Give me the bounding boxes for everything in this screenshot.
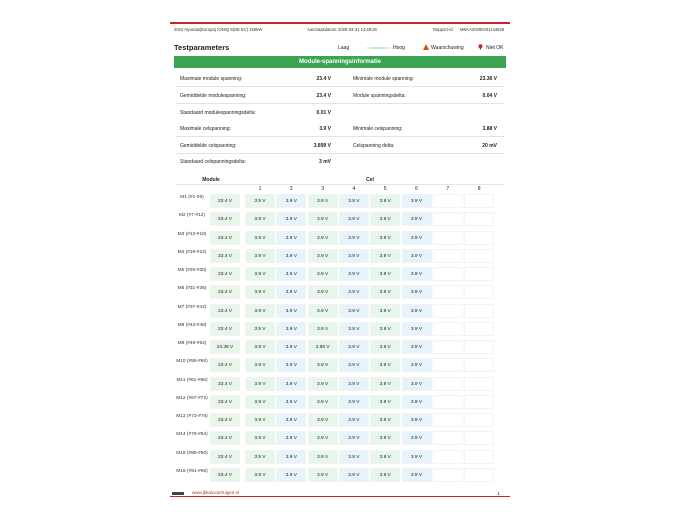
cell-voltage: 3.9 V [402, 285, 432, 299]
cell-voltage: 3.9 V [245, 413, 275, 427]
cell-voltage: 3.9 V [308, 249, 338, 263]
empty-cell [464, 377, 494, 391]
cell-voltage: 3.9 V [370, 395, 400, 409]
cell-voltage: 3.9 V [370, 249, 400, 263]
module-total-voltage: 23.4 V [210, 249, 240, 263]
column-number: 6 [415, 186, 418, 192]
module-total-voltage: 23.4 V [210, 377, 240, 391]
footer-rule [170, 496, 510, 497]
module-label: M1 (#1-#6) [180, 195, 204, 200]
cell-voltage: 3.9 V [339, 304, 369, 318]
cell-voltage: 3.9 V [370, 322, 400, 336]
module-total-voltage: 23.38 V [210, 340, 240, 354]
module-column-header: Module [202, 177, 220, 183]
cell-voltage: 3.9 V [402, 304, 432, 318]
cell-voltage: 3.9 V [245, 267, 275, 281]
module-label: M13 (#73-#78) [176, 414, 208, 419]
column-number: 3 [321, 186, 324, 192]
page-number: 1 [497, 491, 500, 496]
empty-cell [433, 267, 463, 281]
cell-voltage: 3.9 V [276, 212, 306, 226]
module-label: M7 (#37-#42) [177, 304, 207, 310]
empty-cell [433, 322, 463, 336]
column-number: 1 [258, 186, 262, 192]
cell-voltage: 3.9 V [308, 450, 338, 464]
cell-voltage: 3.9 V [245, 395, 275, 409]
cell-voltage: 3.9 V [339, 194, 369, 208]
stat-value: 3.899 V [313, 143, 331, 149]
cell-voltage: 3.9 V [402, 267, 432, 281]
cell-voltage: 3.9 V [245, 212, 275, 226]
cell-voltage: 3.9 V [370, 358, 400, 372]
cell-voltage: 3.9 V [339, 212, 369, 226]
stat-value: 20 mV [482, 143, 497, 149]
empty-cell [433, 377, 463, 391]
empty-cell [433, 304, 463, 318]
cell-voltage: 3.9 V [308, 322, 338, 336]
module-total-voltage: 23.4 V [210, 267, 240, 281]
divider [176, 103, 504, 104]
cell-voltage: 3.9 V [339, 322, 369, 336]
empty-cell [464, 267, 494, 281]
fail-icon [478, 44, 483, 50]
cell-voltage: 3.9 V [402, 358, 432, 372]
cell-voltage: 3.9 V [339, 468, 369, 482]
empty-cell [433, 249, 463, 263]
cell-voltage: 3.9 V [276, 395, 306, 409]
empty-cell [433, 194, 463, 208]
stat-label: Minimale module spanning: [353, 76, 414, 82]
module-voltage-banner: Module-spanningsinformatie [174, 56, 506, 68]
header-divider [176, 184, 504, 185]
cell-voltage: 3.9 V [339, 450, 369, 464]
cell-voltage: 3.9 V [276, 358, 306, 372]
column-number: 4 [352, 186, 356, 192]
cell-voltage: 3.9 V [339, 340, 369, 354]
cell-voltage: 3.9 V [308, 395, 338, 409]
empty-cell [464, 231, 494, 245]
cell-voltage: 3.9 V [245, 285, 275, 299]
empty-cell [464, 212, 494, 226]
empty-cell [464, 468, 494, 482]
cell-voltage: 3.9 V [308, 285, 338, 299]
module-total-voltage: 23.4 V [210, 285, 240, 299]
empty-cell [464, 413, 494, 427]
cell-voltage: 3.9 V [402, 340, 432, 354]
empty-cell [433, 340, 463, 354]
module-label: M3 (#13-#18) [177, 231, 207, 237]
cell-voltage: 3.9 V [402, 413, 432, 427]
module-total-voltage: 23.4 V [210, 231, 240, 245]
stat-value: 3 mV [319, 159, 331, 165]
stat-value: 0.04 V [482, 93, 497, 99]
cell-column-header: Cel [366, 177, 374, 183]
stat-label: Gemiddelde celspanning: [180, 143, 237, 149]
column-number: 2 [289, 186, 293, 192]
cell-voltage: 3.9 V [276, 304, 306, 318]
report-page [170, 22, 510, 504]
top-rule [170, 22, 510, 24]
stat-label: Standaard modulespanningsdelta: [180, 110, 256, 116]
cell-voltage: 3.9 V [402, 194, 432, 208]
cell-voltage: 3.9 V [370, 194, 400, 208]
cell-voltage: 3.9 V [308, 468, 338, 482]
cell-voltage: 3.9 V [245, 340, 275, 354]
module-label: M12 (#67-#72) [176, 395, 208, 401]
empty-cell [464, 194, 494, 208]
cell-voltage: 3.9 V [245, 450, 275, 464]
cell-voltage: 3.9 V [402, 468, 432, 482]
cell-voltage: 3.9 V [370, 212, 400, 226]
cell-voltage: 3.9 V [370, 340, 400, 354]
module-total-voltage: 23.4 V [210, 212, 240, 226]
stat-value: 3.9 V [319, 126, 331, 132]
empty-cell [464, 249, 494, 263]
module-total-voltage: 23.4 V [210, 304, 240, 318]
cell-voltage: 3.9 V [245, 377, 275, 391]
column-number: 8 [477, 186, 481, 192]
module-label: M6 (#31-#36) [177, 286, 207, 292]
empty-cell [464, 431, 494, 445]
cell-voltage: 3.9 V [276, 450, 306, 464]
stat-label: Celspanning delta: [353, 143, 395, 149]
cell-voltage: 3.9 V [308, 358, 338, 372]
empty-cell [433, 231, 463, 245]
cell-voltage: 3.9 V [370, 304, 400, 318]
stat-value: 23.36 V [479, 76, 497, 82]
empty-cell [464, 304, 494, 318]
empty-cell [433, 212, 463, 226]
cell-voltage: 3.9 V [339, 377, 369, 391]
module-label: M4 (#19-#24) [177, 249, 207, 255]
cell-voltage: 3.9 V [370, 431, 400, 445]
divider [176, 153, 504, 154]
cell-voltage: 3.9 V [276, 322, 306, 336]
module-total-voltage: 23.4 V [210, 413, 240, 427]
cell-voltage: 3.9 V [308, 431, 338, 445]
cell-voltage: 3.9 V [339, 431, 369, 445]
stat-value: 23.4 V [316, 93, 331, 99]
divider [176, 136, 504, 137]
stat-value: 0.01 V [316, 110, 331, 116]
cell-voltage: 3.9 V [370, 468, 400, 482]
footer-logo [172, 492, 184, 495]
cell-voltage: 3.9 V [370, 285, 400, 299]
empty-cell [464, 285, 494, 299]
module-label: M8 (#43-#48) [177, 322, 207, 328]
section-title: Testparameters [174, 43, 230, 52]
legend-high: Hoog [393, 45, 405, 51]
module-total-voltage: 23.4 V [210, 450, 240, 464]
cell-voltage: 3.9 V [402, 249, 432, 263]
empty-cell [433, 468, 463, 482]
empty-cell [433, 395, 463, 409]
cell-voltage: 3.9 V [339, 231, 369, 245]
stat-label: Minimale celspanning: [353, 126, 403, 132]
cell-voltage: 3.9 V [245, 358, 275, 372]
cell-voltage: 3.9 V [402, 395, 432, 409]
cell-voltage: 3.9 V [339, 267, 369, 281]
legend-low: Laag [338, 45, 350, 51]
cell-voltage: 3.9 V [308, 304, 338, 318]
cell-voltage: 3.9 V [339, 413, 369, 427]
stat-label: Maximale module spanning: [180, 76, 243, 82]
stat-value: 23.4 V [316, 76, 331, 82]
cell-voltage: 3.9 V [276, 194, 306, 208]
cell-voltage: 3.9 V [370, 267, 400, 281]
cell-voltage: 3.9 V [245, 431, 275, 445]
report-label: Rapport-id: [433, 27, 454, 32]
column-number: 5 [383, 186, 387, 192]
cell-voltage: 3.9 V [370, 450, 400, 464]
cell-voltage: 3.9 V [402, 431, 432, 445]
cell-voltage: 3.9 V [370, 413, 400, 427]
module-label: M15 (#85-#90) [176, 450, 208, 456]
cell-voltage: 3.9 V [402, 231, 432, 245]
stat-value: 3.88 V [482, 126, 497, 132]
cell-voltage: 3.9 V [308, 231, 338, 245]
footer-url: www.jbkasvoertuigen.nl [192, 490, 240, 495]
cell-voltage: 3.9 V [276, 413, 306, 427]
cell-voltage: 3.9 V [276, 340, 306, 354]
module-label: M11 (#61-#66) [176, 377, 208, 383]
cell-voltage: 3.9 V [308, 194, 338, 208]
cell-voltage: 3.9 V [276, 249, 306, 263]
cell-voltage: 3.9 V [308, 377, 338, 391]
cell-voltage: 3.9 V [402, 450, 432, 464]
cell-voltage: 3.9 V [276, 468, 306, 482]
module-label: M16 (#91-#96) [176, 468, 208, 474]
empty-cell [464, 450, 494, 464]
cell-voltage: 3.9 V [245, 194, 275, 208]
empty-cell [464, 358, 494, 372]
date-value: 2026-03-31 14:48:26 [338, 27, 377, 32]
module-label: M2 (#7-#12) [178, 213, 206, 219]
cell-voltage: 3.9 V [276, 231, 306, 245]
module-total-voltage: 23.4 V [210, 358, 240, 372]
module-total-voltage: 23.4 V [210, 395, 240, 409]
module-total-voltage: 23.4 V [210, 431, 240, 445]
cell-voltage: 3.9 V [402, 322, 432, 336]
warning-icon [423, 44, 429, 50]
module-label: M14 (#79-#84) [176, 432, 208, 438]
cell-voltage: 3.9 V [276, 377, 306, 391]
cell-voltage: 3.9 V [339, 249, 369, 263]
empty-cell [433, 413, 463, 427]
date-label: Aanmaakdatum: [307, 27, 338, 32]
empty-cell [433, 285, 463, 299]
cell-voltage: 3.9 V [276, 267, 306, 281]
fail-label: Niet OK [486, 45, 504, 51]
module-total-voltage: 23.4 V [210, 194, 240, 208]
cell-voltage: 3.9 V [245, 304, 275, 318]
cell-voltage: 3.9 V [370, 377, 400, 391]
module-label: M10 (#55-#60) [176, 359, 208, 365]
empty-cell [433, 450, 463, 464]
cell-voltage: 3.9 V [276, 285, 306, 299]
cell-voltage: 3.9 V [402, 377, 432, 391]
empty-cell [464, 395, 494, 409]
cell-voltage: 3.9 V [339, 395, 369, 409]
report-value: MKKA20260331144826 [460, 27, 505, 32]
empty-cell [433, 358, 463, 372]
cell-voltage: 3.9 V [308, 413, 338, 427]
empty-cell [433, 431, 463, 445]
stat-label: Gemiddelde modulespanning: [180, 93, 247, 99]
module-total-voltage: 23.4 V [210, 468, 240, 482]
vehicle-name: 2022 Hyundai(Europa) IONIQ 5(NE EV) 150kW [174, 27, 263, 32]
cell-voltage: 3.9 V [245, 468, 275, 482]
column-number: 7 [446, 186, 450, 192]
stat-label: Maximale celspanning: [180, 126, 231, 132]
divider [176, 86, 504, 87]
stat-label: Standaard celspanningsdelta: [180, 159, 246, 165]
warning-label: Waarschuwing [431, 45, 464, 51]
empty-cell [464, 340, 494, 354]
cell-voltage: 3.88 V [308, 340, 338, 354]
cell-voltage: 3.9 V [339, 358, 369, 372]
cell-voltage: 3.9 V [402, 212, 432, 226]
module-total-voltage: 23.4 V [210, 322, 240, 336]
stat-label: Module spanningsdelta: [353, 93, 406, 99]
cell-voltage: 3.9 V [339, 285, 369, 299]
cell-voltage: 3.9 V [245, 231, 275, 245]
module-label: M5 (#25-#30) [177, 268, 207, 273]
cell-voltage: 3.9 V [370, 231, 400, 245]
empty-cell [464, 322, 494, 336]
cell-voltage: 3.9 V [308, 267, 338, 281]
module-label: M9 (#49-#54) [177, 341, 207, 346]
cell-voltage: 3.9 V [276, 431, 306, 445]
cell-voltage: 3.9 V [308, 212, 338, 226]
cell-voltage: 3.9 V [245, 249, 275, 263]
cell-voltage: 3.9 V [245, 322, 275, 336]
